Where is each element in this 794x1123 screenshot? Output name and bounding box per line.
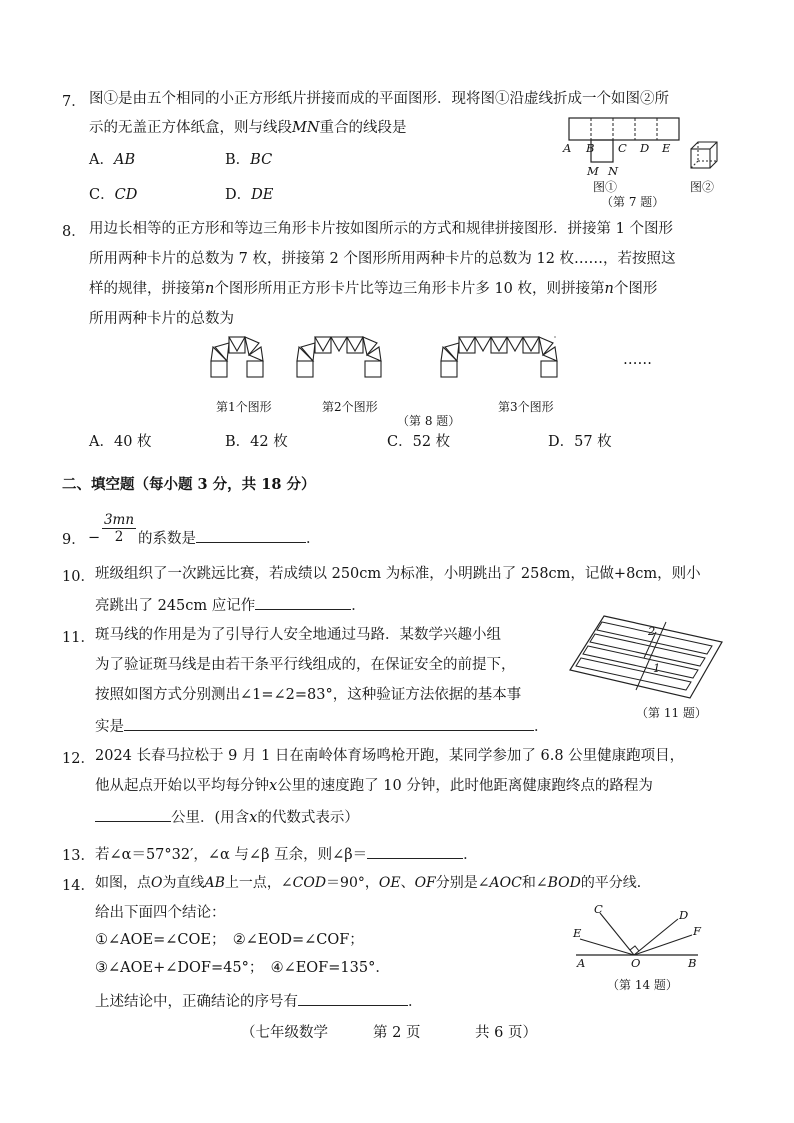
q7-label-a: A <box>563 141 572 155</box>
q11-caption: （第 11 题） <box>636 706 707 720</box>
q14-angle-figure <box>570 905 710 963</box>
q7-label-c: C <box>618 141 627 155</box>
q9-number: 9． <box>62 532 86 548</box>
q11-line1: 斑马线的作用是为了引导行人安全地通过马路．某数学兴趣小组 <box>95 627 501 643</box>
q14-label-e: E <box>573 926 582 940</box>
q14-line3: ①∠AOE=∠COE； ②∠EOD=∠COF； <box>95 932 364 948</box>
q8-pattern-figure <box>205 333 615 383</box>
q8-fig2-label: 第2个图形 <box>322 400 378 414</box>
q7-cube-figure <box>689 140 719 174</box>
q12-answer-blank[interactable] <box>95 806 171 822</box>
q14-line2: 给出下面四个结论： <box>95 905 226 921</box>
q14-line4: ③∠AOE+∠DOF=45°； ④∠EOF=135°． <box>95 960 390 976</box>
q8-line3: 样的规律，拼接第n个图形所用正方形卡片比等边三角形卡片多 10 枚，则拼接第n个图形 <box>89 281 658 297</box>
q7-option-d: D．DE <box>225 187 274 203</box>
q7-fig2-caption: 图② <box>690 180 715 194</box>
q11-answer-blank[interactable] <box>124 715 534 731</box>
q7-caption: （第 7 题） <box>601 195 665 209</box>
q8-number: 8． <box>62 224 86 240</box>
q7-label-b: B <box>586 141 595 155</box>
q8-ellipsis: …… <box>623 352 652 368</box>
q9-text: 的系数是 ． <box>138 527 321 549</box>
q7-option-c: C．CD <box>89 187 138 203</box>
q10-line1: 班级组织了一次跳远比赛，若成绩以 250cm 为标准，小明跳出了 258cm，记做+8cm，则小 <box>95 566 701 582</box>
q8-line1: 用边长相等的正方形和等边三角形卡片按如图所示的方式和规律拼接图形．拼接第 1 个图形 <box>89 221 673 237</box>
q7-option-a: A．AB <box>89 152 136 168</box>
q11-angle-label-1: 1 <box>653 661 661 675</box>
q14-line5: 上述结论中，正确结论的序号有 ． <box>95 990 423 1012</box>
q12-line1: 2024 长春马拉松于 9 月 1 日在南岭体育场鸣枪开跑，某同学参加了 6.8 公里健康跑项目， <box>95 748 685 764</box>
q7-line2: 示的无盖正方体纸盒，则与线段MN重合的线段是 <box>89 120 407 136</box>
q7-label-e: E <box>662 141 671 155</box>
q11-line3: 按照如图方式分别测出∠1=∠2=83°，这种验证方法依据的基本事 <box>95 687 522 703</box>
q9-denominator: 2 <box>114 529 124 545</box>
q14-label-o: O <box>631 956 641 970</box>
q8-option-b: B．42 枚 <box>225 434 288 450</box>
q11-angle-label-2: 2 <box>648 624 656 638</box>
q14-answer-blank[interactable] <box>298 990 408 1006</box>
q8-line2: 所用两种卡片的总数为 7 枚，拼接第 2 个图形所用两种卡片的总数为 12 枚……，若按照这 <box>89 251 676 267</box>
q8-option-c: C．52 枚 <box>387 434 451 450</box>
q8-caption: （第 8 题） <box>397 414 461 428</box>
q12-number: 12． <box>62 751 95 767</box>
q14-label-c: C <box>594 902 603 916</box>
q10-line2: 亮跳出了 245cm 应记作 ． <box>95 594 366 616</box>
footer-page: 第 2 页 <box>373 1025 421 1041</box>
q7-option-b: B．BC <box>225 152 273 168</box>
q7-line1: 图①是由五个相同的小正方形纸片拼接而成的平面图形．现将图①沿虚线折成一个如图②所 <box>89 91 669 107</box>
q7-fig1-caption: 图① <box>593 180 618 194</box>
q13-answer-blank[interactable] <box>367 843 463 859</box>
q12-line2: 他从起点开始以平均每分钟x公里的速度跑了 10 分钟，此时他距离健康跑终点的路程为 <box>95 778 653 794</box>
q11-line4: 实是 ． <box>95 715 549 737</box>
q9-numerator: 3mn <box>103 512 135 528</box>
q13-number: 13． <box>62 848 95 864</box>
q8-option-d: D．57 枚 <box>548 434 612 450</box>
q7-label-n: N <box>608 164 619 178</box>
q14-number: 14． <box>62 878 95 894</box>
q13-text: 若∠α＝57°32′，∠α 与∠β 互余，则∠β＝ ． <box>95 843 478 865</box>
q14-caption: （第 14 题） <box>607 978 678 992</box>
section-2-title: 二、填空题（每小题 3 分，共 18 分） <box>62 476 316 493</box>
q7-label-d: D <box>640 141 650 155</box>
q9-answer-blank[interactable] <box>196 527 306 543</box>
q9-fraction <box>102 512 136 546</box>
q14-label-d: D <box>679 908 689 922</box>
q8-option-a: A．40 枚 <box>89 434 152 450</box>
q9-sign: − <box>88 530 101 546</box>
q11-number: 11． <box>62 630 95 646</box>
q7-number: 7． <box>62 94 86 110</box>
q8-fig1-label: 第1个图形 <box>216 400 272 414</box>
q10-answer-blank[interactable] <box>255 594 351 610</box>
q7-label-m: M <box>587 164 599 178</box>
q14-label-f: F <box>693 924 701 938</box>
q14-label-a: A <box>577 956 586 970</box>
q14-line1: 如图，点O为直线AB上一点，∠COD＝90°，OE、OF分别是∠AOC和∠BOD的平分线． <box>95 875 651 891</box>
q12-line3: 公里．(用含x的代数式表示） <box>95 806 359 828</box>
q8-fig3-label: 第3个图形 <box>498 400 554 414</box>
footer-total: 共 6 页） <box>475 1025 537 1041</box>
q11-line2: 为了验证斑马线是由若干条平行线组成的，在保证安全的前提下， <box>95 657 516 673</box>
q14-label-b: B <box>688 956 697 970</box>
q8-line4: 所用两种卡片的总数为 <box>89 311 234 327</box>
q10-number: 10． <box>62 569 95 585</box>
footer-subject: （七年级数学 <box>241 1025 328 1041</box>
